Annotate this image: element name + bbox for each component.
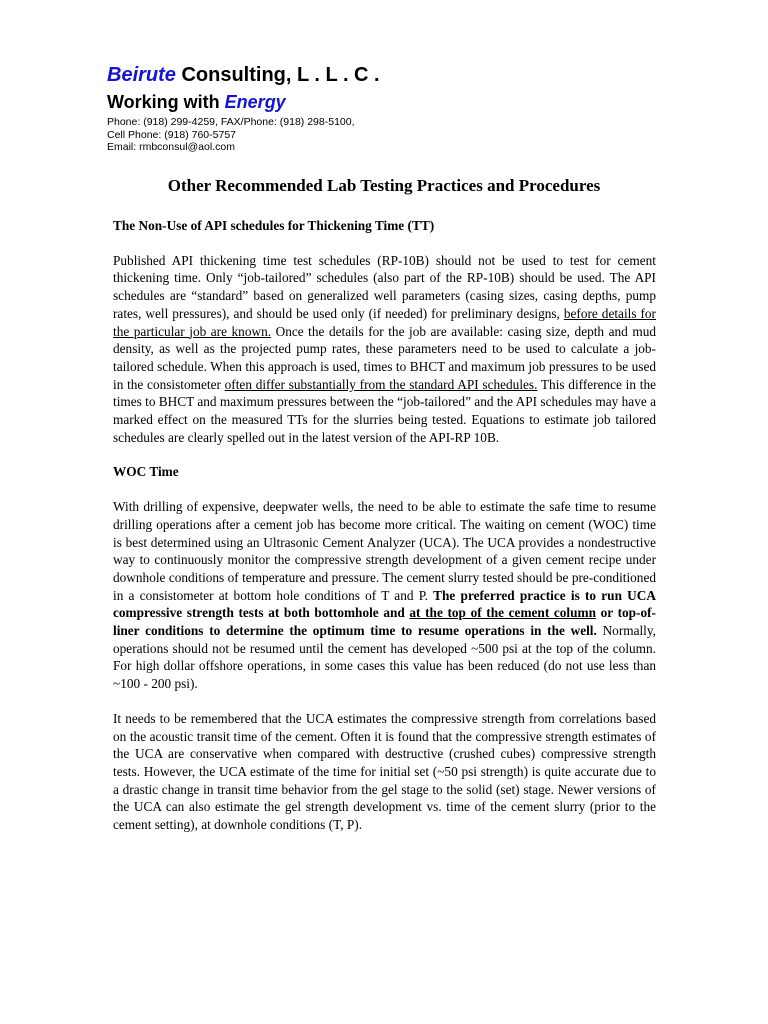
underlined-text: before details for the particular job are known.: [113, 305, 656, 339]
paragraph-woc-time: [113, 498, 656, 693]
section-heading-thickening-time: The Non-Use of API schedules for Thickening Time (TT): [113, 218, 435, 233]
underlined-text: often differ substantially from the standard API schedules.: [224, 376, 538, 392]
company-name: [107, 62, 667, 88]
paragraph-text: Once the details for the job are available: casing size, depth and mud density, as well as the projected pump rates, these parameters need to be used to calculate a job-tailored schedule. When this approach is used, times to BHCT and maximum job pressures to be used in the consistometer: [113, 323, 656, 392]
contact-info: [107, 116, 667, 154]
letterhead: [107, 62, 667, 154]
company-brand: Beirute: [107, 64, 176, 86]
tagline-accent: Energy: [224, 92, 286, 112]
paragraph-text: With drilling of expensive, deepwater wells, the need to be able to estimate the safe time to resume drilling operations after a cement job has become more critical. The waiting on cement (WOC) time is best determined using an Ultrasonic Cement Analyzer (UCA). The UCA provides a nondestructive way to continuously monitor the compressive strength development of a given cement recipe under downhole conditions of temperature and pressure. The cement slurry tested should be pre-conditioned in a consistometer at bottom hole conditions of T and P.: [113, 499, 656, 603]
tagline: [107, 91, 667, 113]
document-body: [113, 217, 656, 834]
tagline-prefix: Working with: [107, 92, 225, 112]
bold-text: or top-of-liner conditions to determine the optimum time to resume operations in the well.: [113, 605, 656, 639]
paragraph-api-schedules: [113, 252, 656, 447]
paragraph-text: Normally, operations should not be resumed until the cement has developed ~500 psi at the top of the column. For high dollar offshore operations, in some cases this value has been reduced (do not use less than ~100 - 200 psi).: [113, 623, 656, 692]
email-line: Email: rmbconsul@aol.com: [107, 141, 235, 153]
company-name-rest: Consulting, L . L . C .: [181, 64, 380, 86]
paragraph-uca-estimates: It needs to be remembered that the UCA estimates the compressive strength from correlations based on the acoustic transit time of the cement. Often it is found that the compressive strength estimates of the UCA are conservative when compared with destructive (crushed cubes) compressive strength tests. However, the UCA estimate of the time for initial set (~50 psi strength) is quite accurate due to a drastic change in transit time behavior from the gel stage to the solid (set) stage. Newer versions of the UCA can also estimate the gel strength development vs. time of the cement slurry (prior to the cement setting), at downhole conditions (T, P).: [113, 710, 656, 833]
cell-phone-line: Cell Phone: (918) 760-5757: [107, 128, 237, 141]
bold-underlined-text: at the top of the cement column: [409, 605, 596, 621]
section-heading-woc-time: WOC Time: [113, 464, 179, 480]
phone-line: Phone: (918) 299-4259, FAX/Phone: (918) 298-5100,: [107, 116, 355, 128]
paragraph-text: This difference in the times to BHCT and maximum pressures between the “job-tailored” and the API schedules may have a marked effect on the measured TTs for the slurries being tested. Equations to estimate job tailored schedules are clearly spelled out in the latest version of the API-RP 10B.: [113, 376, 656, 445]
paragraph-text: Published API thickening time test schedules (RP-10B) should not be used to test for cement thickening time. Only “job-tailored” schedules (also part of the RP-10B) should be used. The API schedules are “standard” based on generalized well parameters (casing sizes, casing depths, pump rates, well pressures), and should be used only (if needed) for preliminary designs,: [113, 252, 656, 321]
bold-text: The preferred practice is to run UCA compressive strength tests at both bottomhole and: [113, 587, 656, 621]
document-title: Other Recommended Lab Testing Practices and Procedures: [167, 176, 601, 195]
